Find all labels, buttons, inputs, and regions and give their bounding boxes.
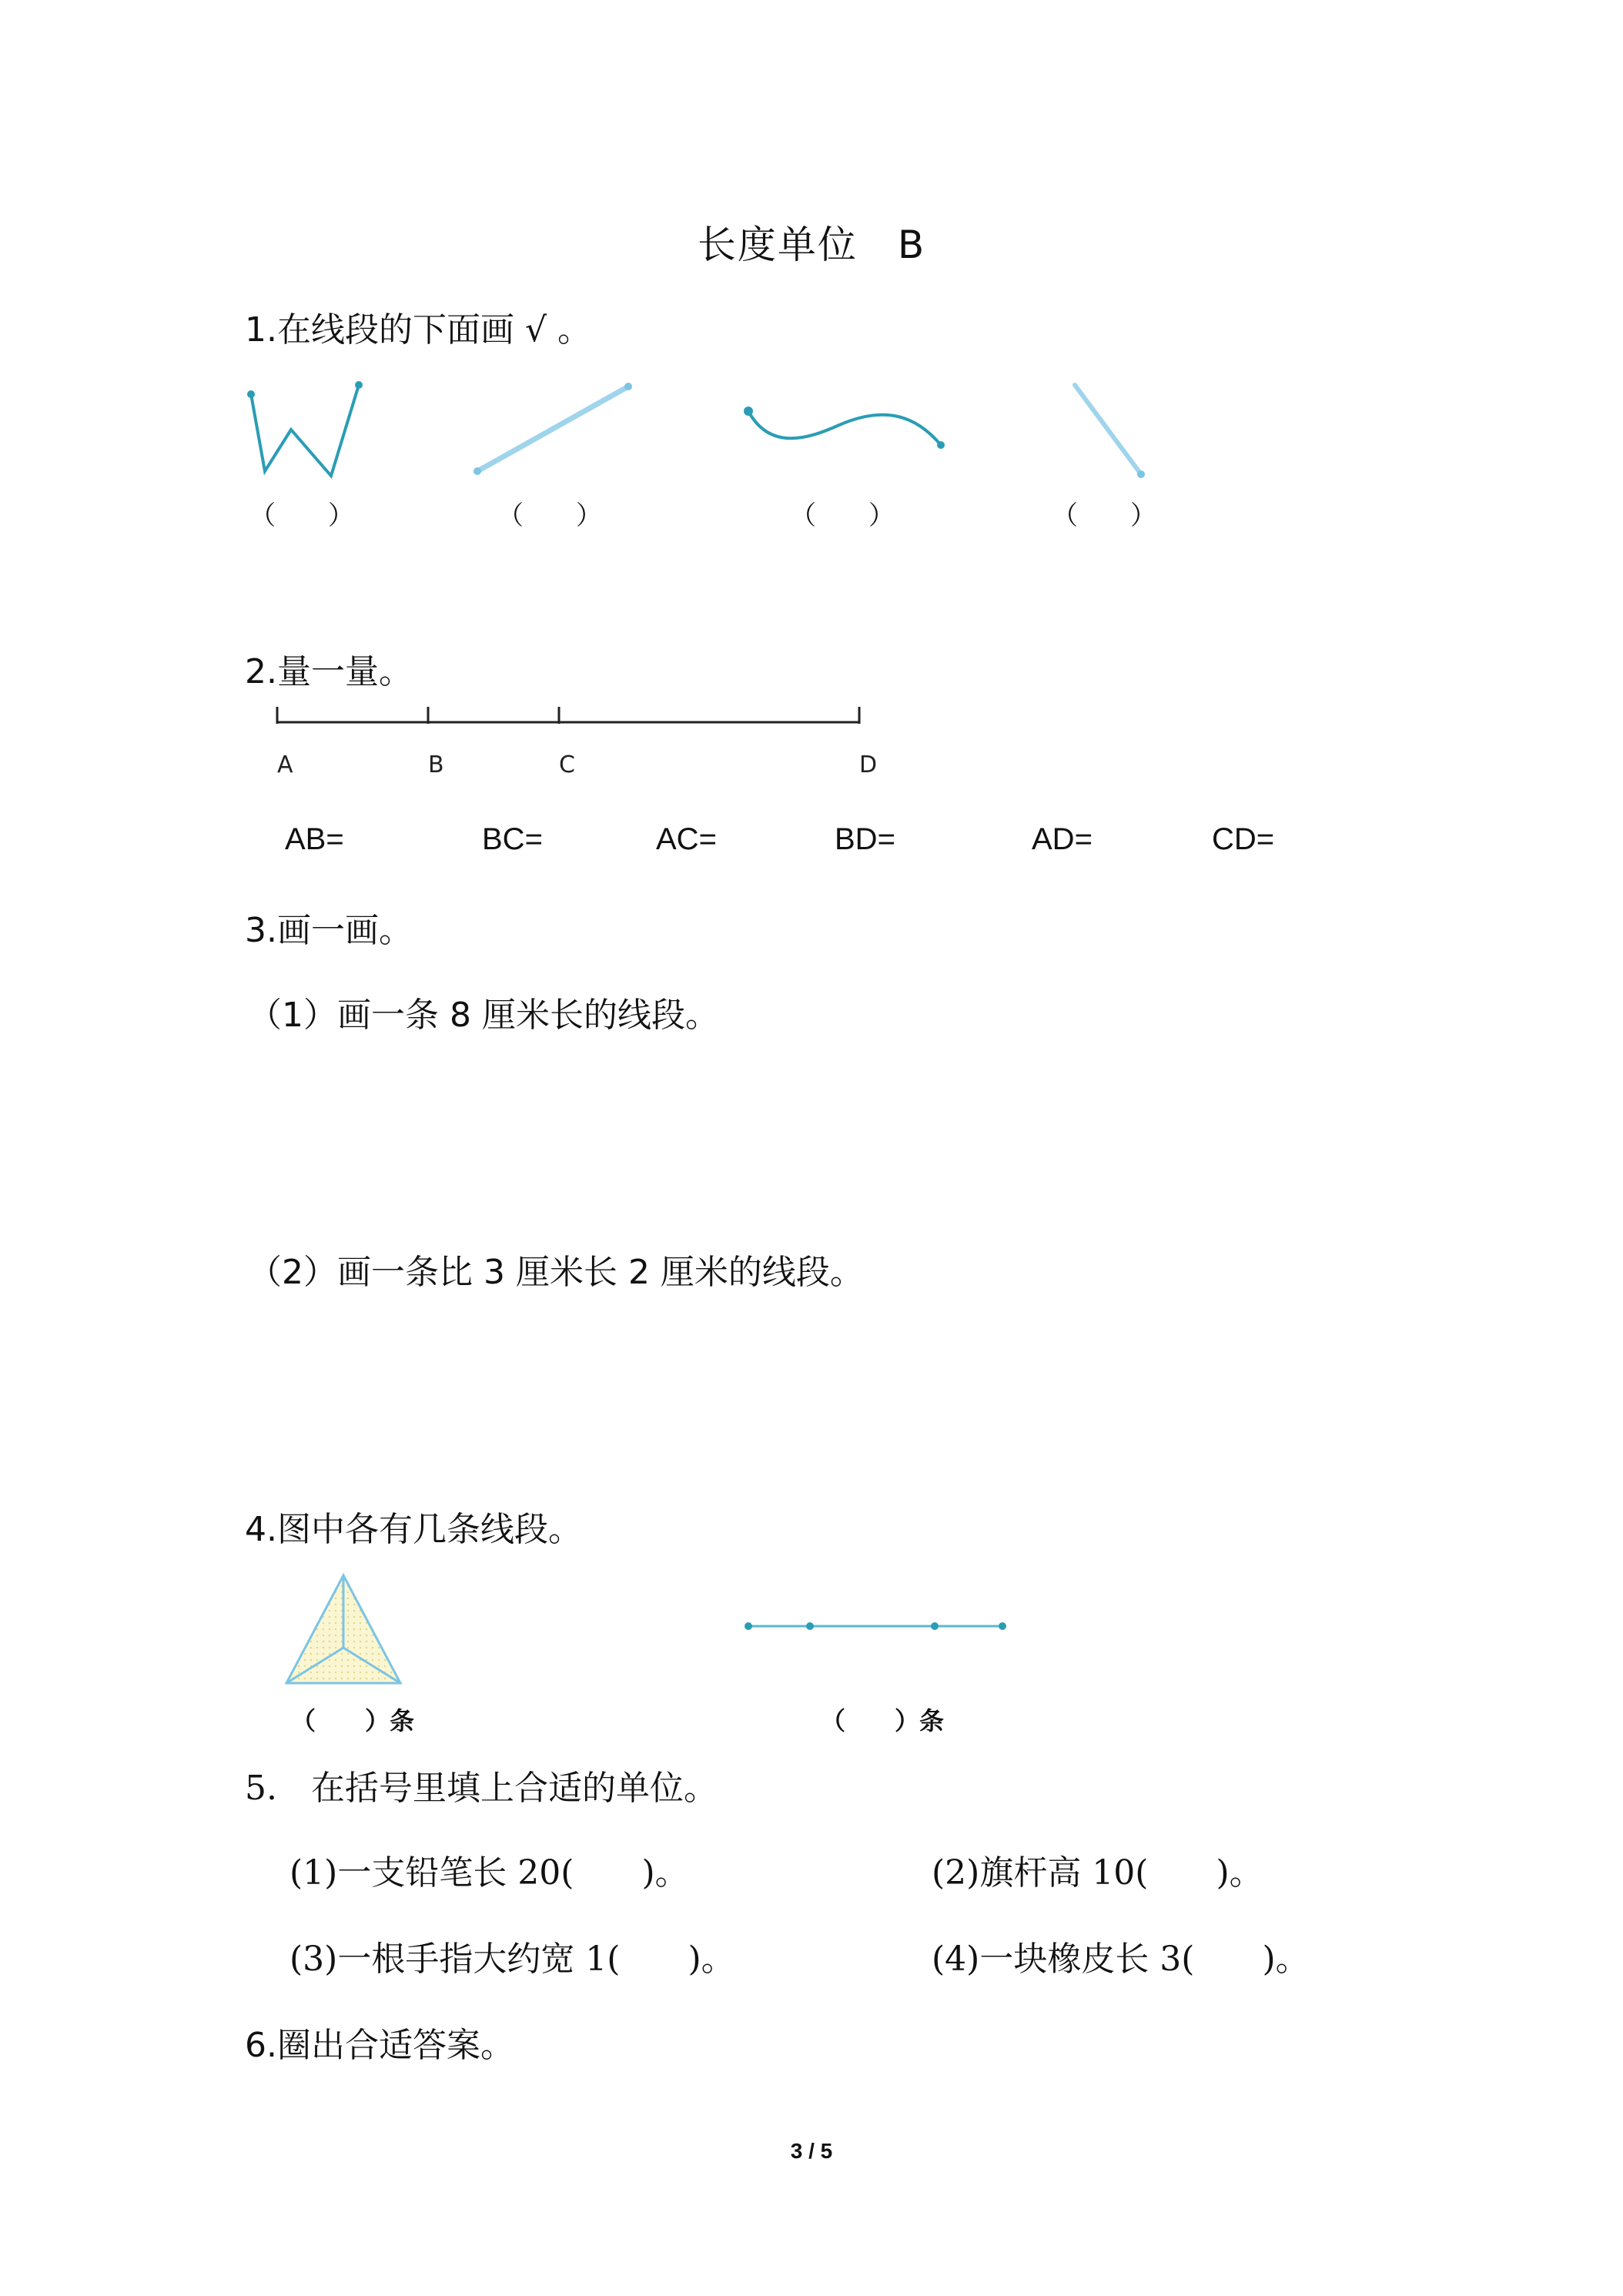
q5-item-1: (1)一支铅笔长 20( )。 xyxy=(289,1853,689,1893)
q1-blank-1[interactable]: （ ） xyxy=(249,500,354,531)
page-number: 3 / 5 xyxy=(790,2139,833,2163)
q2-point-c: C xyxy=(559,751,575,778)
q1-blank-4[interactable]: （ ） xyxy=(1052,500,1156,531)
q3-item-2: （2）画一条比 3 厘米长 2 厘米的线段。 xyxy=(248,1253,864,1292)
q2-measure-bd: BD= xyxy=(835,822,895,856)
q2-measure-bc: BC= xyxy=(482,822,543,856)
q5-item-4: (4)一块橡皮长 3( )。 xyxy=(932,1940,1310,1979)
q5-heading: 5. 在括号里填上合适的单位。 xyxy=(245,1769,718,1808)
q6-heading: 6.圈出合适答案。 xyxy=(245,2026,514,2065)
q4-answer-1[interactable]: （ ）条 xyxy=(291,1706,415,1735)
q2-measure-cd: CD= xyxy=(1212,822,1275,856)
q2-point-b: B xyxy=(428,751,444,778)
q5-item-2: (2)旗杆高 10( )。 xyxy=(932,1853,1263,1893)
q3-heading: 3.画一画。 xyxy=(245,911,413,950)
q2-measure-ad: AD= xyxy=(1032,822,1093,856)
q2-measure-ac: AC= xyxy=(656,822,717,856)
q4-heading: 4.图中各有几条线段。 xyxy=(245,1510,582,1549)
q4-answer-2[interactable]: （ ）条 xyxy=(821,1706,945,1735)
q2-measure-ab: AB= xyxy=(285,822,344,856)
page-title: 长度单位 B xyxy=(697,223,926,267)
q1-blank-3[interactable]: （ ） xyxy=(790,500,895,531)
q3-item-1: （1）画一条 8 厘米长的线段。 xyxy=(248,996,719,1035)
q2-heading: 2.量一量。 xyxy=(245,652,413,691)
q2-point-a: A xyxy=(277,751,293,778)
q1-heading: 1.在线段的下面画 √ 。 xyxy=(245,310,591,350)
q2-point-d: D xyxy=(859,751,878,778)
q5-item-3: (3)一根手指大约宽 1( )。 xyxy=(289,1940,735,1979)
q1-blank-2[interactable]: （ ） xyxy=(497,500,602,531)
